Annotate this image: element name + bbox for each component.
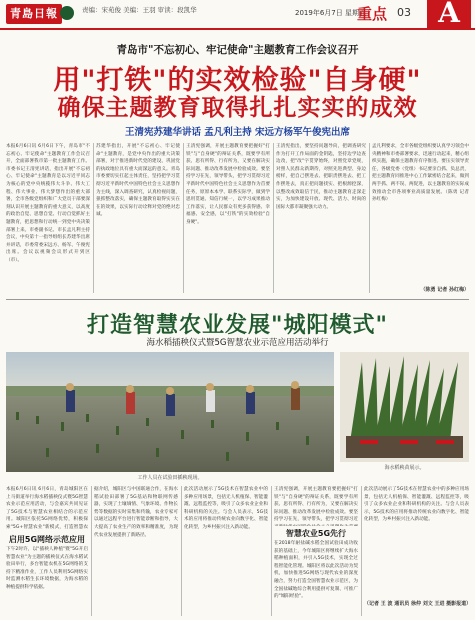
story2-headline: 打造智慧农业发展"城阳模式"	[87, 313, 388, 338]
story1-kicker: 青岛市"不忘初心、牢记使命"主题教育工作会议召开	[116, 44, 359, 56]
newspaper-logo: 青島日報	[6, 4, 62, 24]
story2-column-2: 据介绍，城阳区与中国联通合作，在海水稻试验田部署了5G基站和物联网传感器，实现了土壤墒情、气象环境、作物长势等数据的实时采集和传输，农业专家可以通过远程平台进行智能诊断和指导，大大提高了农业生产的效率和精准度，为现代农业发展提供了新路径。	[94, 487, 178, 538]
story1-headline-line2: 确保主题教育取得扎扎实实的成效	[57, 95, 418, 121]
column-divider	[93, 143, 94, 293]
story2-column-4: 在2018年耐盐碱水稻全国试验田成功收获的基础上，今年城阳区将继续扩大海水稻种植面积，并引入5G技术，实现全过程智能化管理。城阳区将以此次活动为契机，加快推进5G网络与现代农业的深度融合，努力打造全国智慧农业示范区，为全国盐碱地综合利用提供可复制、可推广的"城阳经验"。	[274, 541, 358, 600]
story1-column-2: 苏建华指出，开展"不忘初心、牢记使命"主题教育，是党中央作出的重大决策部署，对于推进新时代党的建设、巩固党的执政地位具有重大而深远的意义。青岛市委要切实扛起主体责任，坚持把学习贯彻习近平新时代中国特色社会主义思想作为主线，深入调查研究，认真检视问题，狠抓整改落实，确保主题教育取得实实在在的效果，以实际行动诠释对党的绝对忠诚。	[96, 144, 180, 218]
story1-headline-line1: 用"打铁"的实效检验"自身硬"	[53, 65, 422, 96]
story2-subhead-1: 启用5G网络示范应用	[8, 535, 86, 544]
story2-subtitle: 海水稻插秧仪式暨5G智慧农业示范应用活动举行	[146, 338, 329, 348]
editor-credits: 责编：宋苑俊 美编：王羽 审读：段凯华	[82, 6, 197, 14]
story1-column-3: 王清宪强调，开展主题教育要把握好"打铁"与"自身硬"的辩证关系，既要学有所获、思有所得、行有所为，又要在解决实际问题、推动改革发展中检验成效。要坚持学习在先，领导带头，把学习贯彻习近平新时代中国特色社会主义思想作为首要任务，原原本本学、联系实际学，做到学思用贯通、知信行统一，以学习成果推动工作落实，让人民群众有更多获得感、幸福感、安全感，以"打铁"的实效检验"自身硬"。	[186, 144, 270, 225]
column-divider	[181, 486, 182, 616]
column-divider	[369, 143, 370, 293]
story2-column-1b: 下午2时许，以"插秧人种植"暨"5G开启智慧农业"为主题的插秧仪式在海水稻试验田举行，多台智能农机在5G网络的支持下精准作业，工作人员利用5G网络实时监测水稻生长环境数据，为海水稻的种植提供科学依据。	[6, 547, 88, 590]
story1-column-5: 孟凡利要求，全市各级党组织要认真学习领会中央精神和市委部署要求，迅速行动起来，精心组织实施，确保主题教育有序推进。要压实领导责任，各级党委（党组）书记要亲自抓、负总责，把主题教育同推进中心工作紧密结合起来，做到两手抓、两不误、两促进，以主题教育的实际成效推动全市各项事业高质量发展。（陈勇 记者 孙红梅）	[372, 144, 469, 203]
story1-credit: （陈勇 记者 孙红梅）	[420, 287, 469, 293]
story1-byline: 王清宪苏建华讲话 孟凡利主持 宋远方杨军午俊宪出席	[124, 127, 351, 138]
column-divider	[361, 486, 362, 616]
edition-letter: A	[427, 0, 471, 28]
story1-column-1: 本报6月6日讯 6月6日下午，青岛市"不忘初心、牢记使命"主题教育工作会议召开，全面部署我市第一批主题教育工作。市委书记王清宪讲话，指出开展"不忘初心、牢记使命"主题教育是以习近平同志为核心的党中央统揽伟大斗争、伟大工程、伟大事业、伟大梦想作出的重大部署，全市各级党组织和广大党员干部要深刻认识开展主题教育的重大意义，以高度的政治自觉、思想自觉、行动自觉抓好主题教育，把思想和行动统一到党中央决策部署上来。市委副书记、市长孟凡利主持会议，中央第十一指导组组长苏建华出席并讲话，市委常委宋远方、杨军、午俊宪出席。会议以视频会议形式开到区（市）。	[6, 144, 90, 263]
page-number: 03	[397, 6, 411, 19]
story2-column-4a: 王清宪强调，开展主题教育要把握好"打铁"与"自身硬"的辩证关系，既要学有所获、思有所得、行有所为，又要在解决实际问题、推动改革发展中检验成效。要坚持学习在先，领导带头，把学习贯彻习近	[274, 487, 358, 523]
section-label: 重点	[357, 5, 388, 23]
story1-column-4: 王清宪指出，要坚持问题导向，把调查研究作为打开工作局面的金钥匙，坚持边学边查边改，把"改"字贯穿始终，对照党章党规，对照人民群众新期待，对照先进典型、身边榜样，把自己摆进去、把职责摆进去、把工作摆进去，真正把问题找实、把根源挖深，以整改成效取信于民，推动主题教育走深走实，为加快建设开放、现代、活力、时尚的国际大都市凝聚强大动力。	[276, 144, 366, 210]
story2-column-1: 本报6月6日讯 6月6日，青岛城阳区在上马街道举行海水稻插秧仪式暨5G智慧农业示范应用活动，与会嘉宾共同见证了5G技术与智慧农业相结合的示范应用。城阳区依托5G网络优势，积极探索"5G+智慧农业"新模式，打造智慧农	[6, 487, 88, 530]
section-rule	[6, 299, 469, 300]
column-divider	[91, 486, 92, 616]
story2-subhead-2: 智慧农业5G先行	[285, 529, 347, 538]
column-divider	[183, 143, 184, 293]
seedling-photo-caption: 海水稻秧苗展示。	[384, 465, 425, 471]
planting-photo-caption: 工作人员在试验田插秧现场。	[137, 475, 203, 481]
issue-date: 2019年6月7日 星期五	[295, 9, 366, 17]
column-divider	[273, 143, 274, 293]
story2-column-5: 此次活动展示了5G技术在智慧农业中的多种应用场景，包括无人机植保、智能灌溉、远程监控等，吸引了众多农业企业和科研机构的关注。与会人员表示，5G技术的应用将推动传统农业向数字化、智能化转型，为乡村振兴注入新动能。	[364, 487, 469, 523]
seedling-photo	[340, 352, 469, 462]
logo-emblem-icon	[60, 6, 74, 20]
story2-column-3: 此次活动展示了5G技术在智慧农业中的多种应用场景，包括无人机植保、智能灌溉、远程监控等，吸引了众多农业企业和科研机构的关注。与会人员表示，5G技术的应用将推动传统农业向数字化、智能化转型，为乡村振兴注入新动能。	[184, 487, 268, 530]
planting-photo	[6, 352, 334, 472]
column-divider	[271, 486, 272, 616]
page-header	[0, 0, 475, 30]
story2-credit: （记者 王 波 通讯员 徐仲 刘文 王进 摄影报道）	[364, 601, 472, 607]
